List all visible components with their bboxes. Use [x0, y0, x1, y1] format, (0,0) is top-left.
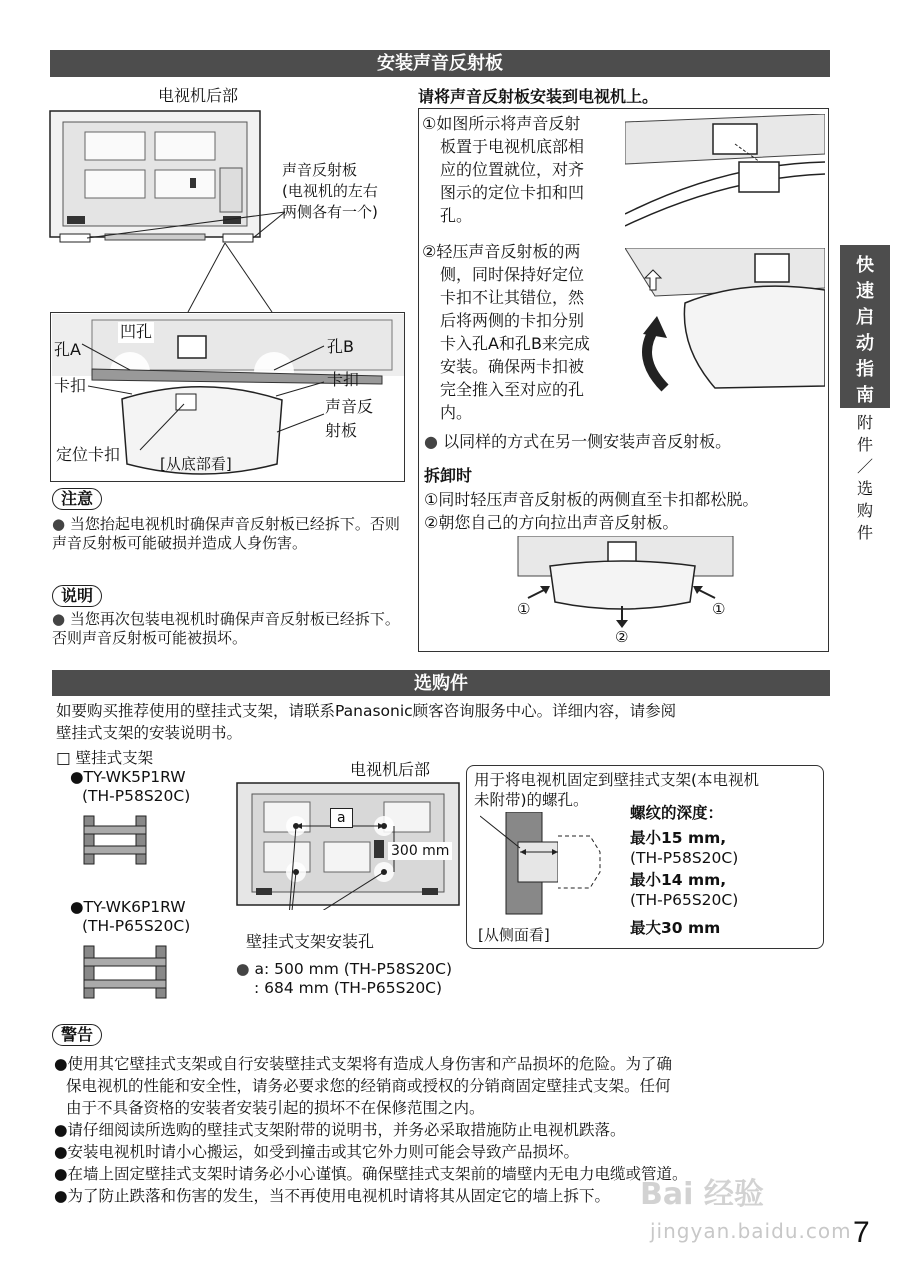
optional-intro: 如要购买推荐使用的壁挂式支架，请联系Panasonic顾客咨询服务中心。详细内容，请参阅 壁挂式支架的安装说明书。: [56, 702, 677, 742]
note-text: ● 当您再次包装电视机时确保声音反射板已经拆下。否则声音反射板可能被损坏。: [52, 610, 400, 647]
dimension-a: a: [330, 808, 353, 828]
side-view-note: [从侧面看]: [478, 926, 550, 944]
removal-steps: ①同时轻压声音反射板的两侧直至卡扣都松脱。 ②朝您自己的方向拉出声音反射板。: [424, 490, 759, 532]
warning-label: 警告: [52, 1024, 102, 1046]
zoom-lines: [180, 240, 280, 315]
model2: ●TY-WK6P1RW (TH-P65S20C): [70, 898, 191, 935]
detail-view-note: [从底部看]: [160, 455, 232, 473]
model1: ●TY-WK5P1RW (TH-P58S20C): [70, 768, 191, 805]
watermark-logo: Bai 经验: [640, 1177, 764, 1212]
watermark-url: jingyan.baidu.com: [650, 1219, 852, 1243]
a-values: ● a: 500 mm (TH-P58S20C) : 684 mm (TH-P65S20C): [236, 960, 453, 997]
model58-note: (TH-P58S20C): [630, 849, 739, 867]
warning-item: ●安装电视机时请小心搬运，如受到撞击或其它外力则可能会导致产品损坏。: [54, 1143, 580, 1161]
detail-locating-clip: 定位卡扣: [56, 445, 121, 464]
tv-rear-illustration: [45, 108, 310, 250]
wall-bracket-checkbox-label: □ 壁挂式支架: [56, 749, 154, 767]
step1-illustration: [625, 114, 825, 232]
side-tab-accessories: 附 件 ／ 选 购 件: [856, 413, 873, 542]
detail-reflector-label: 声音反 射板: [325, 397, 374, 440]
step2-illustration: [625, 248, 825, 393]
page-number: 7: [853, 1216, 870, 1249]
warning-item: ●使用其它壁挂式支架或自行安装壁挂式支架将有造成人身伤害和产品损坏的危险。为了确 保电视机的性能和安全性，请务必要求您的经销商或授权的分销商固定壁挂式支架。任何 由于不具备资格的安装者安装引起的损坏不在保修范围之内。: [54, 1055, 673, 1117]
thread-depth-label: 螺纹的深度：: [630, 804, 724, 822]
removal-mark-left: ①: [517, 600, 531, 618]
section-title-optional: 选购件: [52, 670, 830, 696]
note-label: 说明: [52, 585, 102, 607]
removal-heading: 拆卸时: [424, 466, 473, 485]
model65-note: (TH-P65S20C): [630, 891, 739, 909]
bracket-holes-label: 壁挂式支架安装孔: [246, 932, 375, 951]
tv-rear-label-2: 电视机后部: [350, 760, 431, 779]
tv-rear-label: 电视机后部: [158, 86, 239, 105]
dimension-300: 300 mm: [388, 842, 452, 860]
warning-item: ●在墙上固定壁挂式支架时请务必小心谨慎。确保壁挂式支架前的墙壁内无电力电缆或管道。: [54, 1165, 688, 1183]
min14: 最小14 mm,: [630, 871, 727, 889]
warning-item: ●请仔细阅读所选购的壁挂式支架附带的说明书，并务必采取措施防止电视机跌落。: [54, 1121, 626, 1139]
step1-text: ①如图所示将声音反射 板置于电视机底部相 应的位置就位，对齐 图示的定位卡扣和凹 孔。: [422, 114, 585, 225]
detail-hole-b: 孔B: [327, 337, 354, 356]
detail-clip-right: 卡扣: [327, 370, 360, 389]
detail-hole-a: 孔A: [54, 340, 81, 359]
removal-mark-center: ②: [615, 628, 629, 646]
screw-note: 用于将电视机固定到壁挂式支架(本电视机 未附带)的螺孔。: [474, 771, 760, 809]
detail-hole-label: 凹孔: [120, 322, 153, 341]
right-heading: 请将声音反射板安装到电视机上。: [418, 87, 659, 106]
bracket2-icon: [80, 940, 172, 1004]
side-tab-quick-start: 快 速 启 动 指 南: [840, 245, 890, 408]
detail-clip-left: 卡扣: [54, 376, 87, 395]
bracket1-icon: [80, 810, 152, 870]
max30: 最大30 mm: [630, 919, 721, 937]
screw-side-view-illustration: [480, 812, 620, 924]
caution-text: ● 当您抬起电视机时确保声音反射板已经拆下。否则声音反射板可能破损并造成人身伤害。: [52, 515, 400, 552]
removal-mark-right: ①: [712, 600, 726, 618]
step2-text: ②轻压声音反射板的两 侧，同时保持好定位 卡扣不让其错位，然 后将两侧的卡扣分别 卡入孔A和孔B来完成 安装。确保两卡扣被 完全推入至对应的孔 内。: [422, 242, 590, 422]
min15: 最小15 mm,: [630, 829, 727, 847]
other-side-text: ● 以同样的方式在另一侧安装声音反射板。: [424, 432, 732, 451]
caution-label: 注意: [52, 488, 102, 510]
callout-reflector: 声音反射板 (电视机的左右 两侧各有一个): [282, 161, 378, 221]
section-title-reflector: 安装声音反射板: [50, 50, 830, 77]
warning-item: ●为了防止跌落和伤害的发生，当不再使用电视机时请将其从固定它的墙上拆下。: [54, 1187, 611, 1205]
